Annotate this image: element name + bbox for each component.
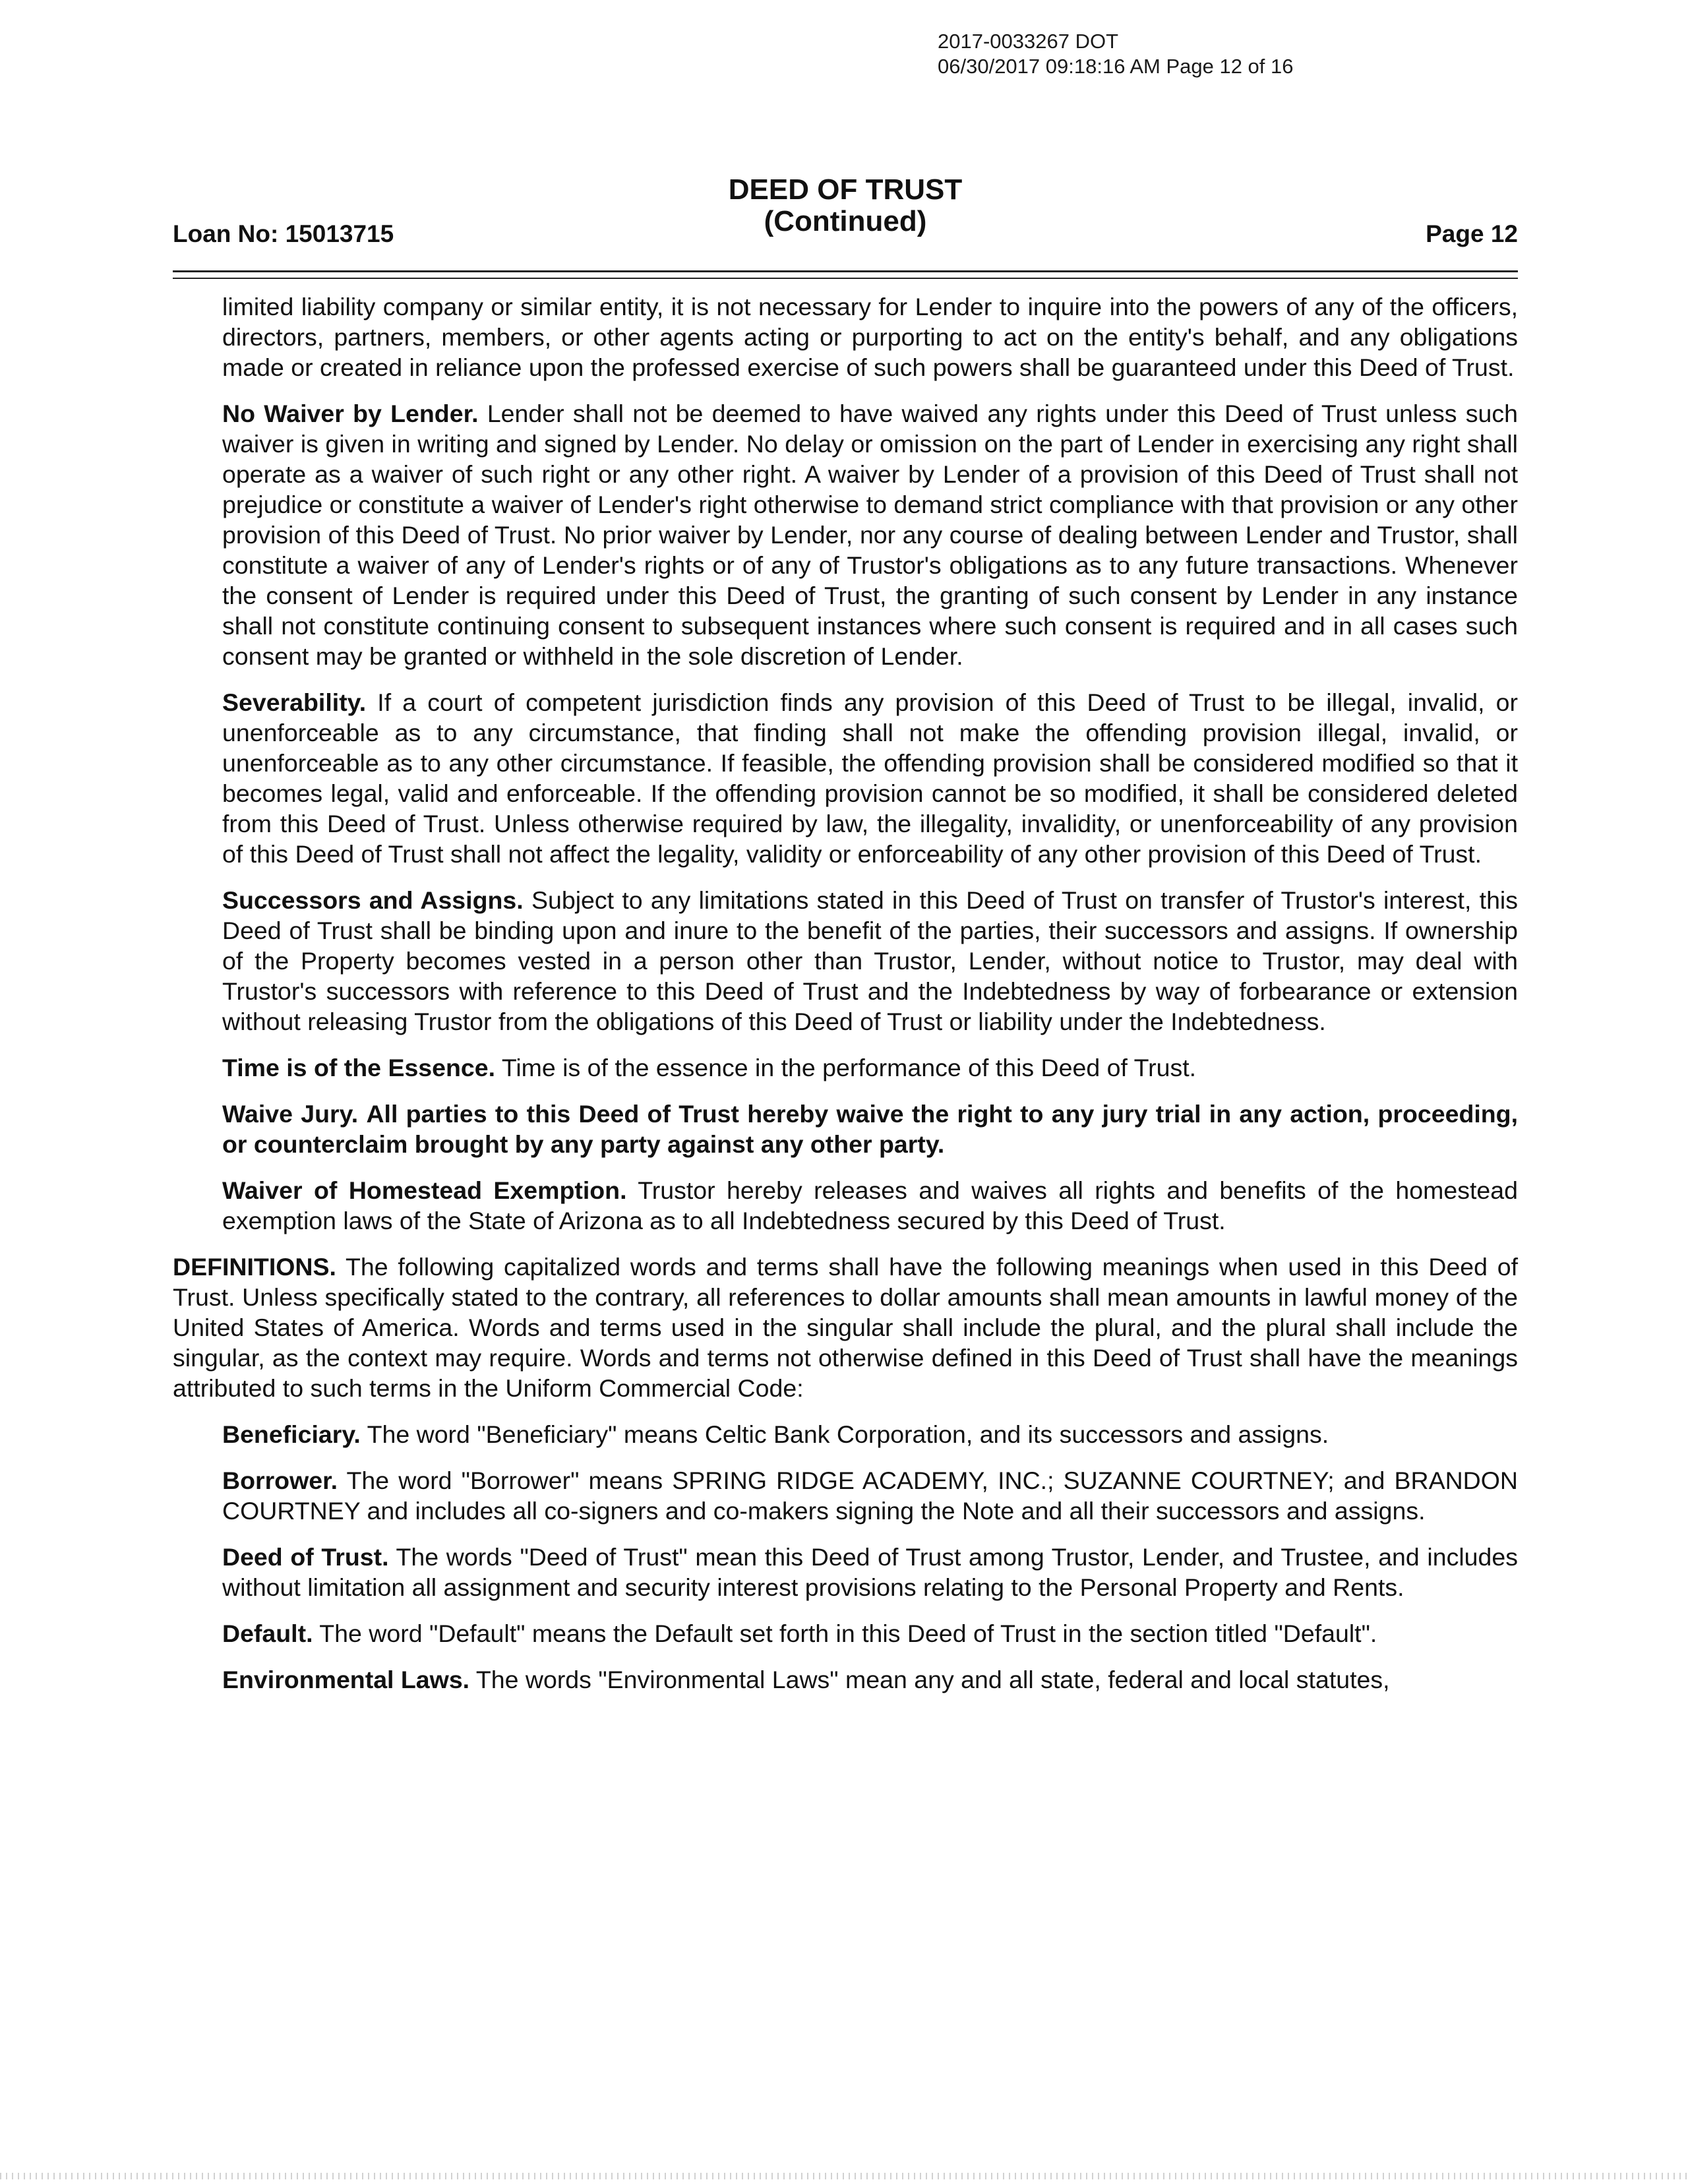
text-no-waiver: Lender shall not be deemed to have waived any rights under this Deed of Trust unless such waiver is given in writing and signed by Lender. No delay or omission on the part of Lender in exercising any right shall operate as a waiver of such right or any other right. A waiver by Lender of a provision of this Deed of Trust shall not prejudice or constitute a waiver of Lender's right otherwise to demand strict compliance with that provision or any other provision of this Deed of Trust. No prior waiver by Lender, nor any course of dealing between Lender and Trustor, shall constitute a waiver of any of Lender's rights or of any of Trustor's obligations as to any future transactions. Whenever the consent of Lender is required under this Deed of Trust, the granting of such consent by Lender in any instance shall not constitute continuing consent to subsequent instances where such consent is required and in all cases such consent may be granted or withheld in the sole discretion of Lender.	[222, 400, 1519, 670]
text-beneficiary: The word "Beneficiary" means Celtic Bank Corporation, and its successors and assigns.	[367, 1420, 1329, 1448]
definition-borrower	[173, 1465, 1518, 1526]
paragraph-continuation: limited liability company or similar entity, it is not necessary for Lender to inquire into the powers of any of the officers, directors, partners, members, or other agents acting or purporting to act on the entity's behalf, and any obligations made or created in reliance upon the professed exercise of such powers shall be guaranteed under this Deed of Trust.	[222, 293, 1518, 381]
text-severability: If a court of competent jurisdiction finds any provision of this Deed of Trust to be illegal, invalid, or unenforceable as to any circumstance, that finding shall not make the offending provision illegal, invalid, or unenforceable as to any other circumstance. If feasible, the offending provision shall be considered modified so that it becomes legal, valid and enforceable. If the offending provision cannot be so modified, it shall be considered deleted from this Deed of Trust. Unless otherwise required by law, the illegality, invalidity, or unenforceability of any provision of this Deed of Trust shall not affect the legality, validity or enforceability of any other provision of this Deed of Trust.	[222, 688, 1518, 868]
heading-beneficiary: Beneficiary.	[222, 1420, 361, 1448]
definition-environmental-laws	[173, 1664, 1518, 1695]
heading-default: Default.	[222, 1620, 313, 1647]
scan-noise	[0, 2173, 1688, 2179]
text-borrower: The word "Borrower" means SPRING RIDGE ACADEMY, INC.; SUZANNE COURTNEY; and BRANDON COURTNEY and includes all co-signers and co-makers signing the Note and all their successors and assigns.	[222, 1467, 1518, 1525]
document-body	[173, 291, 1518, 1711]
heading-time-essence: Time is of the Essence.	[222, 1054, 496, 1081]
text-deed-of-trust: The words "Deed of Trust" mean this Deed of Trust among Trustor, Lender, and Trustee, and includes without limitation all assignment and security interest provisions relating to the Personal Property and Rents.	[222, 1543, 1518, 1601]
paragraph-no-waiver	[173, 398, 1518, 671]
heading-definitions: DEFINITIONS.	[173, 1253, 336, 1281]
text-homestead: Trustor hereby releases and waives all rights and benefits of the homestead exemption laws of the State of Arizona as to all Indebtedness secured by this Deed of Trust.	[222, 1176, 1518, 1234]
paragraph-successors	[173, 885, 1518, 1037]
definition-default	[173, 1618, 1518, 1649]
heading-waive-jury: Waive Jury.	[222, 1100, 359, 1128]
title-main: DEED OF TRUST	[728, 173, 963, 206]
text-default: The word "Default" means the Default set forth in this Deed of Trust in the section titled "Default".	[319, 1620, 1377, 1647]
text-successors: Subject to any limitations stated in this Deed of Trust on transfer of Trustor's interest, this Deed of Trust shall be binding upon and inure to the benefit of the parties, their successors and assigns. If ownership of the Property becomes vested in a person other than Trustor, Lender, without notice to Trustor, may deal with Trustor's successors with reference to this Deed of Trust and the Indebtedness by way of forbearance or extension without releasing Trustor from the obligations of this Deed of Trust or liability under the Indebtedness.	[222, 886, 1519, 1035]
heading-severability: Severability.	[222, 688, 367, 716]
paragraph-time-essence	[173, 1052, 1518, 1083]
heading-homestead: Waiver of Homestead Exemption.	[222, 1176, 627, 1204]
paragraph-homestead	[173, 1175, 1518, 1236]
recording-date-page: 06/30/2017 09:18:16 AM Page 12 of 16	[938, 54, 1294, 78]
recording-stamp	[938, 29, 1294, 79]
page-number: Page 12	[1426, 220, 1518, 247]
header-rule-bottom	[173, 278, 1518, 279]
loan-number: Loan No: 15013715	[173, 220, 394, 247]
text-definitions: The following capitalized words and terms shall have the following meanings when used in this Deed of Trust. Unless specifically stated to the contrary, all references to dollar amounts shall mean amounts in lawful money of the United States of America. Words and terms used in the singular shall include the plural, and the plural shall include the singular, as the context may require. Words and terms not otherwise defined in this Deed of Trust shall have the meanings attributed to such terms in the Uniform Commercial Code:	[173, 1253, 1518, 1402]
definition-deed-of-trust	[173, 1542, 1518, 1602]
heading-environmental-laws: Environmental Laws.	[222, 1666, 470, 1693]
heading-no-waiver: No Waiver by Lender.	[222, 400, 479, 427]
paragraph-severability	[173, 687, 1518, 869]
heading-borrower: Borrower.	[222, 1467, 338, 1494]
recording-doc-number: 2017-0033267 DOT	[938, 30, 1119, 53]
definition-beneficiary	[173, 1419, 1518, 1449]
title-continued: (Continued)	[764, 205, 927, 238]
text-time-essence: Time is of the essence in the performance of this Deed of Trust.	[501, 1054, 1197, 1081]
text-waive-jury: All parties to this Deed of Trust hereby waive the right to any jury trial in any action, proceeding, or counterclaim brought by any party against any other party.	[222, 1100, 1519, 1158]
heading-deed-of-trust: Deed of Trust.	[222, 1543, 389, 1571]
paragraph-definitions	[173, 1252, 1518, 1403]
text-environmental-laws: The words "Environmental Laws" mean any and all state, federal and local statutes,	[475, 1666, 1390, 1693]
page-header	[173, 174, 1518, 252]
heading-successors: Successors and Assigns.	[222, 886, 524, 914]
paragraph-waive-jury	[173, 1099, 1518, 1159]
header-rule-top	[173, 270, 1518, 272]
